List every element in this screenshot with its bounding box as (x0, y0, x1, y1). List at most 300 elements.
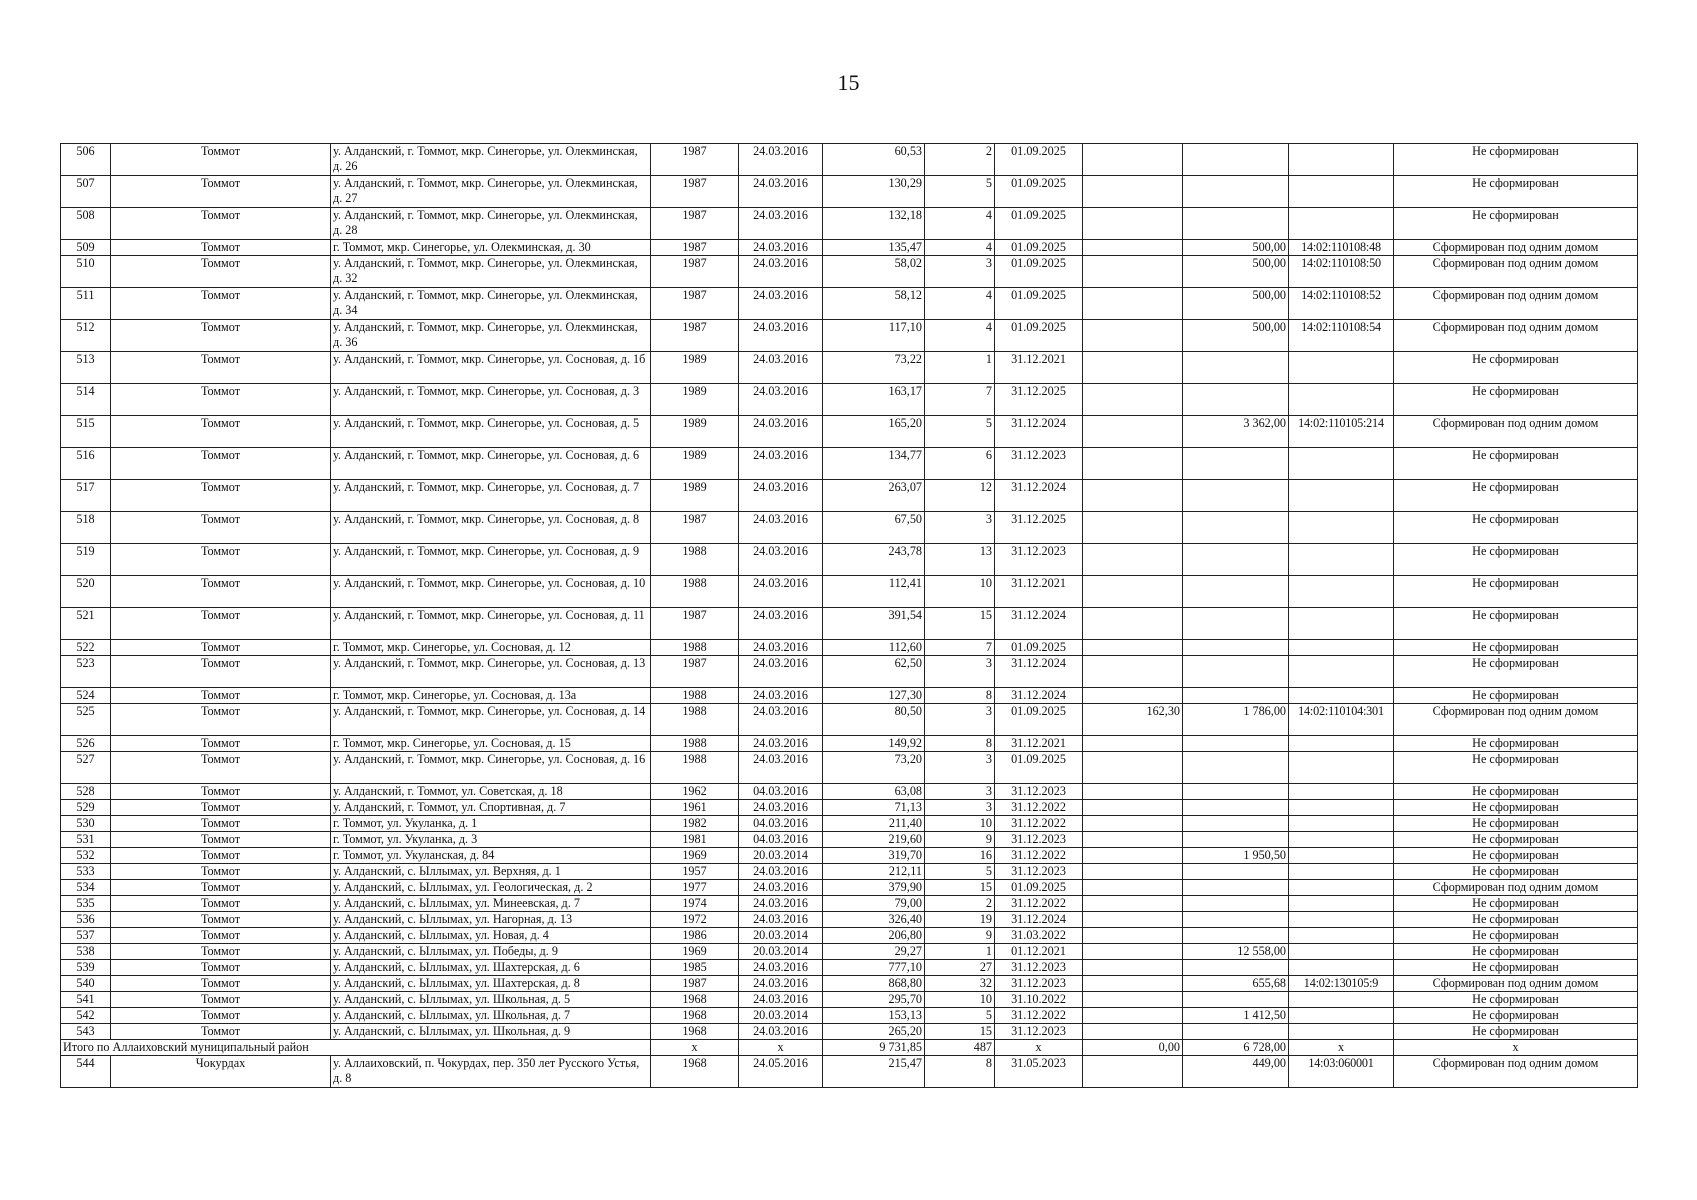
cell-resettlement-deadline: 31.12.2023 (995, 544, 1083, 576)
cell-value-1 (1083, 688, 1183, 704)
cell-recognition-date: 24.03.2016 (739, 640, 823, 656)
cell-cadastral-number: 14:02:110108:48 (1289, 240, 1394, 256)
cell-year-built: 1987 (651, 976, 739, 992)
cell-row-number: 517 (61, 480, 111, 512)
cell-row-number: 510 (61, 256, 111, 288)
cell-resettlement-deadline: 01.09.2025 (995, 144, 1083, 176)
cell-land-status: Не сформирован (1394, 480, 1638, 512)
cell-land-status: Не сформирован (1394, 656, 1638, 688)
cell-land-area (1183, 352, 1289, 384)
total-cell-area: 9 731,85 (823, 1040, 925, 1056)
table-row (61, 848, 1638, 864)
cell-resettlement-deadline: 01.09.2025 (995, 880, 1083, 896)
cell-residents-count: 16 (925, 848, 995, 864)
cell-resettlement-deadline: 31.12.2024 (995, 656, 1083, 688)
cell-cadastral-number (1289, 896, 1394, 912)
cell-area: 63,08 (823, 784, 925, 800)
cell-land-area (1183, 928, 1289, 944)
cell-settlement: Томмот (111, 256, 331, 288)
cell-value-1 (1083, 832, 1183, 848)
cell-area: 67,50 (823, 512, 925, 544)
cell-cadastral-number (1289, 1008, 1394, 1024)
cell-value-1 (1083, 1008, 1183, 1024)
cell-land-area (1183, 960, 1289, 976)
cell-year-built: 1968 (651, 1024, 739, 1040)
cell-recognition-date: 24.05.2016 (739, 1056, 823, 1088)
cell-land-status: Сформирован под одним домом (1394, 320, 1638, 352)
cell-row-number: 543 (61, 1024, 111, 1040)
cell-value-1 (1083, 1056, 1183, 1088)
cell-area: 206,80 (823, 928, 925, 944)
table-row (61, 816, 1638, 832)
cell-cadastral-number (1289, 352, 1394, 384)
cell-address: у. Алданский, г. Томмот, мкр. Синегорье, ул. Сосновая, д. 14 (331, 704, 651, 736)
cell-cadastral-number: 14:02:110108:52 (1289, 288, 1394, 320)
total-cell-deadline: х (995, 1040, 1083, 1056)
cell-settlement: Томмот (111, 912, 331, 928)
cell-address: у. Алданский, с. Ыллымах, ул. Верхняя, д. 1 (331, 864, 651, 880)
cell-land-status: Сформирован под одним домом (1394, 240, 1638, 256)
cell-recognition-date: 24.03.2016 (739, 512, 823, 544)
cell-resettlement-deadline: 31.12.2025 (995, 384, 1083, 416)
cell-address: у. Алданский, г. Томмот, мкр. Синегорье, ул. Олекминская, д. 32 (331, 256, 651, 288)
cell-row-number: 532 (61, 848, 111, 864)
cell-land-status: Сформирован под одним домом (1394, 416, 1638, 448)
cell-value-1 (1083, 144, 1183, 176)
cell-area: 130,29 (823, 176, 925, 208)
cell-settlement: Томмот (111, 1024, 331, 1040)
cell-address: г. Томмот, мкр. Синегорье, ул. Олекминская, д. 30 (331, 240, 651, 256)
cell-land-area: 500,00 (1183, 240, 1289, 256)
cell-land-area (1183, 896, 1289, 912)
cell-settlement: Томмот (111, 800, 331, 816)
cell-settlement: Томмот (111, 944, 331, 960)
cell-recognition-date: 24.03.2016 (739, 736, 823, 752)
cell-address: у. Алданский, г. Томмот, мкр. Синегорье, ул. Олекминская, д. 34 (331, 288, 651, 320)
cell-land-status: Сформирован под одним домом (1394, 256, 1638, 288)
cell-recognition-date: 04.03.2016 (739, 816, 823, 832)
cell-address: у. Алданский, г. Томмот, мкр. Синегорье, ул. Сосновая, д. 6 (331, 448, 651, 480)
cell-land-status: Не сформирован (1394, 960, 1638, 976)
cell-land-status: Не сформирован (1394, 736, 1638, 752)
cell-year-built: 1989 (651, 448, 739, 480)
cell-resettlement-deadline: 31.12.2022 (995, 816, 1083, 832)
table-row (61, 352, 1638, 384)
cell-value-1 (1083, 784, 1183, 800)
cell-row-number: 516 (61, 448, 111, 480)
cell-residents-count: 2 (925, 896, 995, 912)
cell-land-area (1183, 688, 1289, 704)
cell-value-1 (1083, 960, 1183, 976)
cell-address: г. Томмот, мкр. Синегорье, ул. Сосновая, д. 12 (331, 640, 651, 656)
cell-settlement: Томмот (111, 752, 331, 784)
table-row (61, 704, 1638, 736)
cell-residents-count: 12 (925, 480, 995, 512)
cell-land-area: 3 362,00 (1183, 416, 1289, 448)
cell-land-status: Не сформирован (1394, 608, 1638, 640)
cell-recognition-date: 24.03.2016 (739, 704, 823, 736)
cell-resettlement-deadline: 01.09.2025 (995, 320, 1083, 352)
registry-body (61, 144, 1638, 1088)
cell-settlement: Томмот (111, 352, 331, 384)
cell-land-status: Не сформирован (1394, 144, 1638, 176)
cell-cadastral-number (1289, 816, 1394, 832)
cell-value-1 (1083, 256, 1183, 288)
cell-residents-count: 3 (925, 800, 995, 816)
cell-land-status: Не сформирован (1394, 784, 1638, 800)
cell-cadastral-number (1289, 848, 1394, 864)
cell-row-number: 534 (61, 880, 111, 896)
cell-value-1 (1083, 544, 1183, 576)
cell-recognition-date: 24.03.2016 (739, 176, 823, 208)
cell-settlement: Томмот (111, 736, 331, 752)
cell-value-1 (1083, 480, 1183, 512)
cell-row-number: 518 (61, 512, 111, 544)
cell-address: у. Аллаиховский, п. Чокурдах, пер. 350 лет Русского Устья, д. 8 (331, 1056, 651, 1088)
cell-cadastral-number: 14:02:110108:54 (1289, 320, 1394, 352)
cell-recognition-date: 24.03.2016 (739, 416, 823, 448)
cell-recognition-date: 24.03.2016 (739, 384, 823, 416)
cell-residents-count: 4 (925, 288, 995, 320)
cell-recognition-date: 20.03.2014 (739, 1008, 823, 1024)
cell-row-number: 542 (61, 1008, 111, 1024)
cell-recognition-date: 24.03.2016 (739, 240, 823, 256)
cell-residents-count: 3 (925, 704, 995, 736)
cell-resettlement-deadline: 01.09.2025 (995, 704, 1083, 736)
cell-year-built: 1972 (651, 912, 739, 928)
cell-land-area: 449,00 (1183, 1056, 1289, 1088)
total-cell-v1: 0,00 (1083, 1040, 1183, 1056)
cell-cadastral-number (1289, 832, 1394, 848)
cell-area: 153,13 (823, 1008, 925, 1024)
cell-address: у. Алданский, г. Томмот, ул. Спортивная, д. 7 (331, 800, 651, 816)
cell-address: у. Алданский, г. Томмот, мкр. Синегорье, ул. Сосновая, д. 16 (331, 752, 651, 784)
cell-row-number: 509 (61, 240, 111, 256)
cell-cadastral-number (1289, 960, 1394, 976)
housing-registry-table (60, 143, 1638, 1088)
cell-settlement: Томмот (111, 656, 331, 688)
cell-area: 163,17 (823, 384, 925, 416)
cell-cadastral-number: 14:02:110108:50 (1289, 256, 1394, 288)
cell-land-status: Сформирован под одним домом (1394, 1056, 1638, 1088)
cell-land-area: 1 786,00 (1183, 704, 1289, 736)
cell-recognition-date: 24.03.2016 (739, 800, 823, 816)
cell-row-number: 514 (61, 384, 111, 416)
cell-area: 868,80 (823, 976, 925, 992)
cell-row-number: 527 (61, 752, 111, 784)
cell-residents-count: 1 (925, 944, 995, 960)
cell-settlement: Томмот (111, 144, 331, 176)
cell-land-area (1183, 736, 1289, 752)
cell-address: у. Алданский, с. Ыллымах, ул. Школьная, д. 7 (331, 1008, 651, 1024)
cell-value-1 (1083, 416, 1183, 448)
cell-year-built: 1987 (651, 320, 739, 352)
cell-land-status: Не сформирован (1394, 544, 1638, 576)
cell-area: 73,20 (823, 752, 925, 784)
cell-row-number: 519 (61, 544, 111, 576)
cell-row-number: 536 (61, 912, 111, 928)
cell-address: у. Алданский, с. Ыллымах, ул. Школьная, д. 9 (331, 1024, 651, 1040)
cell-land-status: Сформирован под одним домом (1394, 704, 1638, 736)
cell-cadastral-number: 14:02:130105:9 (1289, 976, 1394, 992)
table-row (61, 480, 1638, 512)
cell-land-area: 500,00 (1183, 288, 1289, 320)
cell-settlement: Чокурдах (111, 1056, 331, 1088)
cell-land-area (1183, 656, 1289, 688)
cell-area: 134,77 (823, 448, 925, 480)
cell-year-built: 1987 (651, 208, 739, 240)
cell-value-1 (1083, 576, 1183, 608)
cell-value-1 (1083, 208, 1183, 240)
cell-resettlement-deadline: 31.12.2021 (995, 352, 1083, 384)
cell-residents-count: 8 (925, 688, 995, 704)
cell-resettlement-deadline: 31.12.2023 (995, 784, 1083, 800)
cell-resettlement-deadline: 01.09.2025 (995, 208, 1083, 240)
cell-address: у. Алданский, г. Томмот, мкр. Синегорье, ул. Сосновая, д. 10 (331, 576, 651, 608)
cell-recognition-date: 24.03.2016 (739, 1024, 823, 1040)
cell-value-1 (1083, 240, 1183, 256)
cell-value-1 (1083, 976, 1183, 992)
cell-settlement: Томмот (111, 1008, 331, 1024)
cell-area: 29,27 (823, 944, 925, 960)
cell-area: 211,40 (823, 816, 925, 832)
cell-land-area (1183, 608, 1289, 640)
cell-address: у. Алданский, с. Ыллымах, ул. Минеевская, д. 7 (331, 896, 651, 912)
cell-row-number: 535 (61, 896, 111, 912)
cell-area: 263,07 (823, 480, 925, 512)
cell-resettlement-deadline: 31.12.2023 (995, 832, 1083, 848)
cell-land-area (1183, 1024, 1289, 1040)
cell-land-status: Сформирован под одним домом (1394, 288, 1638, 320)
cell-value-1 (1083, 864, 1183, 880)
cell-resettlement-deadline: 01.12.2021 (995, 944, 1083, 960)
cell-cadastral-number: 14:02:110104:301 (1289, 704, 1394, 736)
cell-settlement: Томмот (111, 896, 331, 912)
cell-settlement: Томмот (111, 544, 331, 576)
cell-area: 71,13 (823, 800, 925, 816)
cell-area: 326,40 (823, 912, 925, 928)
cell-recognition-date: 24.03.2016 (739, 960, 823, 976)
table-row (61, 1024, 1638, 1040)
cell-settlement: Томмот (111, 928, 331, 944)
cell-address: г. Томмот, ул. Укуланка, д. 3 (331, 832, 651, 848)
cell-settlement: Томмот (111, 288, 331, 320)
cell-resettlement-deadline: 31.12.2024 (995, 912, 1083, 928)
cell-settlement: Томмот (111, 960, 331, 976)
cell-area: 379,90 (823, 880, 925, 896)
cell-residents-count: 5 (925, 416, 995, 448)
cell-land-status: Не сформирован (1394, 816, 1638, 832)
cell-area: 132,18 (823, 208, 925, 240)
cell-value-1 (1083, 880, 1183, 896)
cell-cadastral-number (1289, 384, 1394, 416)
cell-resettlement-deadline: 31.12.2024 (995, 416, 1083, 448)
cell-land-status: Не сформирован (1394, 848, 1638, 864)
cell-address: г. Томмот, мкр. Синегорье, ул. Сосновая, д. 15 (331, 736, 651, 752)
cell-settlement: Томмот (111, 640, 331, 656)
cell-address: г. Томмот, ул. Укуланская, д. 84 (331, 848, 651, 864)
cell-row-number: 541 (61, 992, 111, 1008)
cell-value-1 (1083, 912, 1183, 928)
cell-year-built: 1989 (651, 416, 739, 448)
cell-recognition-date: 24.03.2016 (739, 208, 823, 240)
cell-land-area (1183, 576, 1289, 608)
cell-cadastral-number (1289, 208, 1394, 240)
cell-row-number: 539 (61, 960, 111, 976)
cell-year-built: 1987 (651, 288, 739, 320)
table-row (61, 1008, 1638, 1024)
cell-settlement: Томмот (111, 384, 331, 416)
cell-area: 127,30 (823, 688, 925, 704)
cell-recognition-date: 04.03.2016 (739, 784, 823, 800)
cell-recognition-date: 24.03.2016 (739, 976, 823, 992)
cell-resettlement-deadline: 31.12.2022 (995, 848, 1083, 864)
cell-cadastral-number (1289, 448, 1394, 480)
cell-area: 319,70 (823, 848, 925, 864)
cell-row-number: 544 (61, 1056, 111, 1088)
cell-residents-count: 4 (925, 240, 995, 256)
cell-address: г. Томмот, ул. Укуланка, д. 1 (331, 816, 651, 832)
cell-address: у. Алданский, с. Ыллымах, ул. Шахтерская, д. 6 (331, 960, 651, 976)
table-row (61, 944, 1638, 960)
total-cell-date: х (739, 1040, 823, 1056)
cell-land-status: Не сформирован (1394, 512, 1638, 544)
cell-land-status: Не сформирован (1394, 928, 1638, 944)
table-row (61, 736, 1638, 752)
cell-address: у. Алданский, с. Ыллымах, ул. Новая, д. 4 (331, 928, 651, 944)
cell-resettlement-deadline: 31.12.2023 (995, 864, 1083, 880)
cell-land-area (1183, 144, 1289, 176)
table-row (61, 144, 1638, 176)
cell-year-built: 1961 (651, 800, 739, 816)
cell-resettlement-deadline: 31.12.2022 (995, 800, 1083, 816)
cell-row-number: 521 (61, 608, 111, 640)
cell-row-number: 522 (61, 640, 111, 656)
cell-land-area: 1 412,50 (1183, 1008, 1289, 1024)
cell-land-status: Не сформирован (1394, 384, 1638, 416)
cell-land-area: 655,68 (1183, 976, 1289, 992)
cell-year-built: 1968 (651, 1056, 739, 1088)
total-label: Итого по Аллаиховский муниципальный район (61, 1040, 651, 1056)
cell-address: у. Алданский, с. Ыллымах, ул. Победы, д. 9 (331, 944, 651, 960)
cell-land-area (1183, 480, 1289, 512)
cell-value-1 (1083, 816, 1183, 832)
cell-area: 135,47 (823, 240, 925, 256)
cell-residents-count: 7 (925, 384, 995, 416)
cell-recognition-date: 24.03.2016 (739, 992, 823, 1008)
cell-cadastral-number (1289, 928, 1394, 944)
cell-resettlement-deadline: 31.12.2024 (995, 688, 1083, 704)
cell-recognition-date: 24.03.2016 (739, 480, 823, 512)
table-row (61, 800, 1638, 816)
cell-year-built: 1988 (651, 576, 739, 608)
cell-address: у. Алданский, г. Томмот, мкр. Синегорье, ул. Сосновая, д. 9 (331, 544, 651, 576)
cell-year-built: 1987 (651, 256, 739, 288)
cell-resettlement-deadline: 01.09.2025 (995, 640, 1083, 656)
table-row (61, 912, 1638, 928)
cell-land-status: Не сформирован (1394, 448, 1638, 480)
cell-address: у. Алданский, г. Томмот, мкр. Синегорье, ул. Олекминская, д. 28 (331, 208, 651, 240)
cell-row-number: 523 (61, 656, 111, 688)
cell-row-number: 507 (61, 176, 111, 208)
cell-value-1 (1083, 608, 1183, 640)
cell-land-status: Не сформирован (1394, 752, 1638, 784)
cell-address: у. Алданский, г. Томмот, мкр. Синегорье, ул. Олекминская, д. 27 (331, 176, 651, 208)
table-row (61, 928, 1638, 944)
cell-land-area (1183, 544, 1289, 576)
cell-residents-count: 8 (925, 1056, 995, 1088)
cell-cadastral-number (1289, 880, 1394, 896)
cell-year-built: 1969 (651, 944, 739, 960)
cell-land-status: Не сформирован (1394, 640, 1638, 656)
table-row (61, 976, 1638, 992)
cell-settlement: Томмот (111, 688, 331, 704)
cell-settlement: Томмот (111, 208, 331, 240)
cell-year-built: 1988 (651, 704, 739, 736)
total-cell-status: х (1394, 1040, 1638, 1056)
cell-residents-count: 5 (925, 864, 995, 880)
cell-value-1 (1083, 928, 1183, 944)
cell-residents-count: 15 (925, 1024, 995, 1040)
cell-settlement: Томмот (111, 448, 331, 480)
cell-address: у. Алданский, с. Ыллымах, ул. Геологическая, д. 2 (331, 880, 651, 896)
cell-row-number: 526 (61, 736, 111, 752)
cell-cadastral-number (1289, 480, 1394, 512)
cell-residents-count: 9 (925, 832, 995, 848)
cell-recognition-date: 24.03.2016 (739, 352, 823, 384)
cell-land-status: Не сформирован (1394, 944, 1638, 960)
table-row (61, 688, 1638, 704)
cell-land-area (1183, 800, 1289, 816)
cell-resettlement-deadline: 31.12.2024 (995, 608, 1083, 640)
cell-recognition-date: 24.03.2016 (739, 256, 823, 288)
cell-land-area (1183, 832, 1289, 848)
cell-settlement: Томмот (111, 480, 331, 512)
cell-land-area (1183, 992, 1289, 1008)
cell-land-status: Не сформирован (1394, 176, 1638, 208)
cell-area: 149,92 (823, 736, 925, 752)
cell-value-1 (1083, 736, 1183, 752)
cell-value-1 (1083, 752, 1183, 784)
cell-value-1 (1083, 992, 1183, 1008)
cell-resettlement-deadline: 01.09.2025 (995, 752, 1083, 784)
cell-resettlement-deadline: 31.10.2022 (995, 992, 1083, 1008)
total-cell-cadastral: х (1289, 1040, 1394, 1056)
cell-year-built: 1986 (651, 928, 739, 944)
cell-land-area: 12 558,00 (1183, 944, 1289, 960)
cell-residents-count: 10 (925, 816, 995, 832)
cell-cadastral-number (1289, 800, 1394, 816)
cell-area: 215,47 (823, 1056, 925, 1088)
cell-cadastral-number (1289, 640, 1394, 656)
cell-settlement: Томмот (111, 608, 331, 640)
cell-resettlement-deadline: 31.12.2023 (995, 1024, 1083, 1040)
total-cell-year: х (651, 1040, 739, 1056)
cell-cadastral-number (1289, 784, 1394, 800)
total-row (61, 1040, 1638, 1056)
cell-resettlement-deadline: 01.09.2025 (995, 176, 1083, 208)
cell-area: 212,11 (823, 864, 925, 880)
cell-value-1 (1083, 352, 1183, 384)
cell-year-built: 1977 (651, 880, 739, 896)
cell-settlement: Томмот (111, 320, 331, 352)
table-row (61, 448, 1638, 480)
table-row (61, 288, 1638, 320)
table-row (61, 384, 1638, 416)
table-row (61, 992, 1638, 1008)
cell-residents-count: 10 (925, 576, 995, 608)
cell-area: 117,10 (823, 320, 925, 352)
